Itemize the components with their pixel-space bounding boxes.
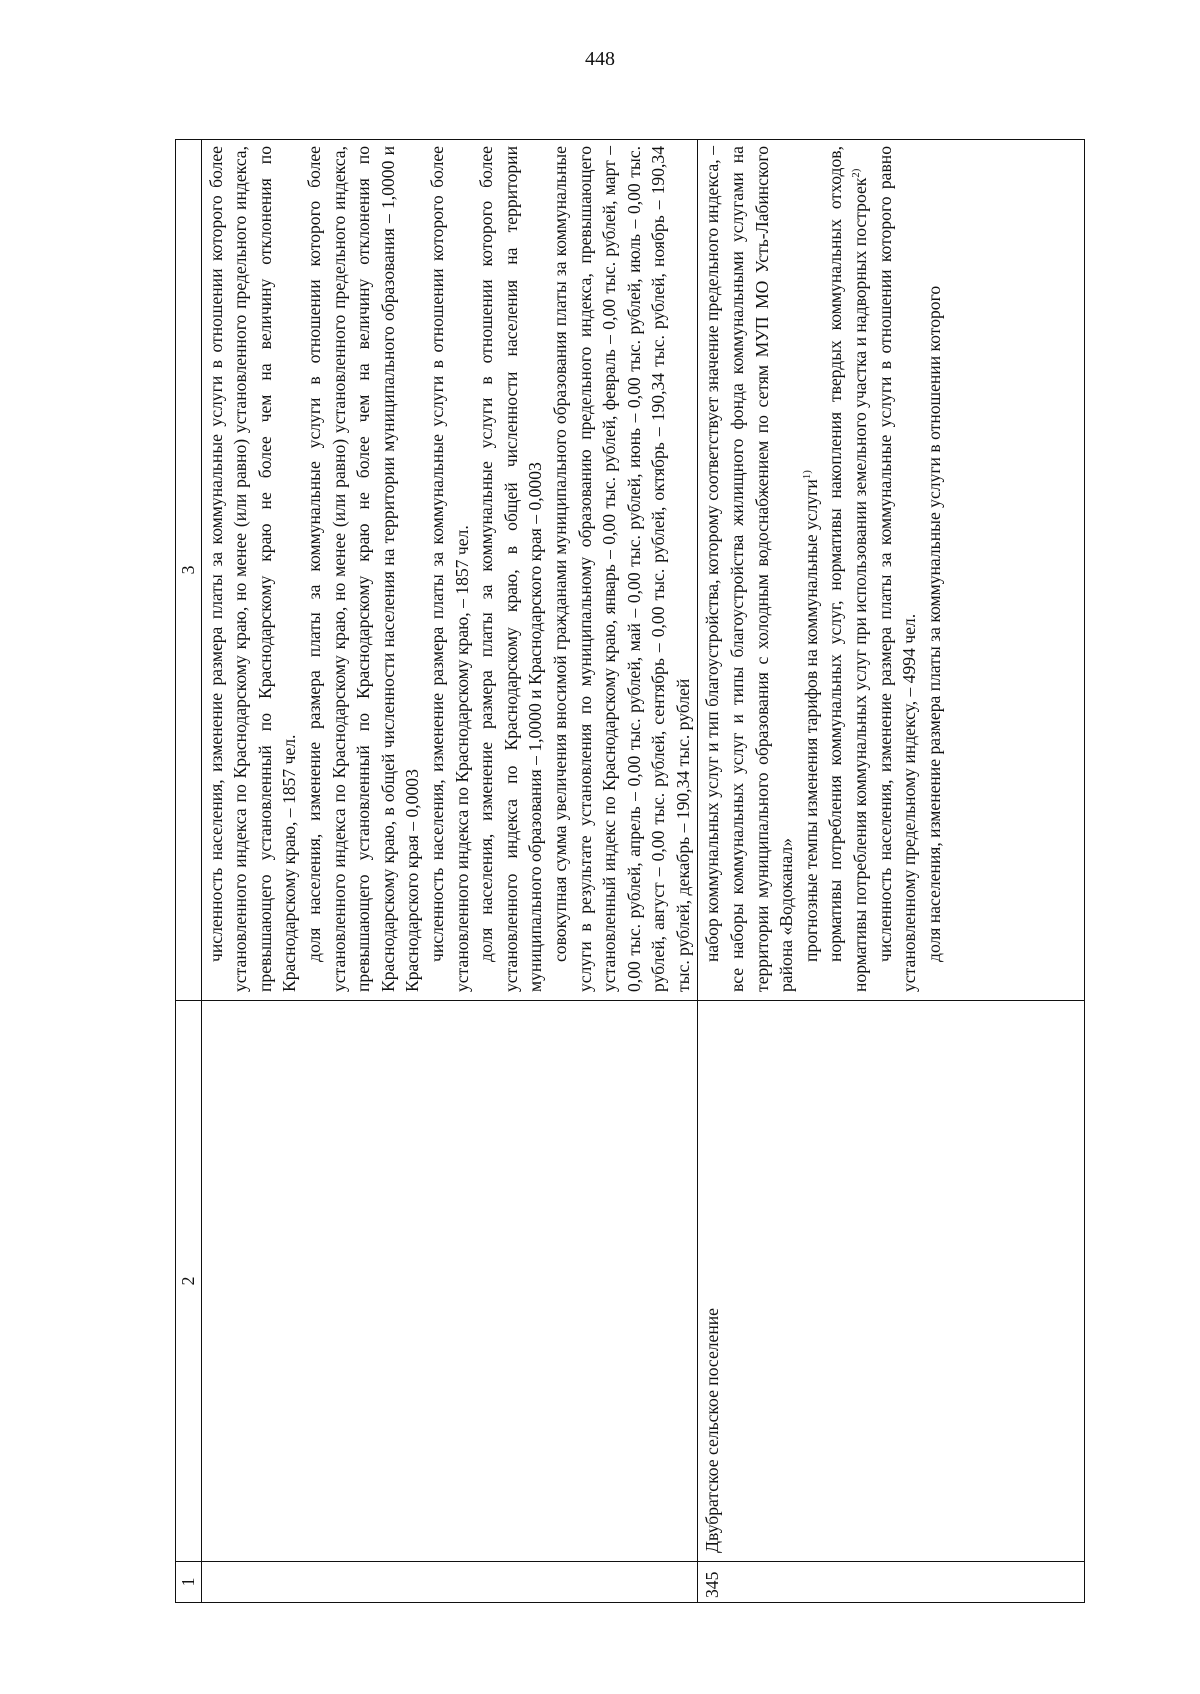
footnote-marker: 2)	[850, 168, 863, 178]
paragraph	[799, 146, 824, 992]
row-name	[201, 1001, 698, 1562]
paragraph: численность населения, изменение размера платы за коммунальные услуги в отношении которого равно установленному предельному индексу, – 4994 чел.	[874, 146, 920, 992]
row-text	[201, 140, 698, 1001]
paragraph-text: прогнозные темпы изменения тарифов на коммунальные услуги	[800, 479, 821, 962]
header-col-1: 1	[176, 1562, 202, 1603]
rotated-table-container	[175, 143, 1085, 1603]
header-col-2: 2	[176, 1001, 202, 1562]
tariff-table	[175, 139, 1085, 1603]
row-text	[698, 140, 1085, 1001]
row-name: Двубратское сельское поселение	[698, 1001, 1085, 1562]
page-number: 448	[585, 48, 615, 70]
paragraph: набор коммунальных услуг и тип благоустройства, которому соответствует значение предельного индекса, – все наборы коммунальных услуг и типы благоустройства жилищного фонда коммунальными услугами на территории муниципального образования с холодным водоснабжением по сетям МУП МО Усть-Лабинского района «Водоканал»	[702, 146, 797, 992]
row-number	[201, 1562, 698, 1603]
paragraph-text: нормативы потребления коммунальных услуг, нормативы накопления твердых коммунальных отходов, нормативы потребления коммунальных услуг при использовании земельного участка и надворных построек	[825, 146, 871, 992]
footnote-marker: 1)	[800, 470, 813, 480]
paragraph: совокупная сумма увеличения вносимой гражданами муниципального образования платы за коммунальные услуги в результате установления по муниципальному образованию предельного индекса, превышающего установленный индекс по Краснодарскому краю, январь – 0,00 тыс. рублей, февраль – 0,00 тыс. рублей, март – 0,00 тыс. рублей, апрель – 0,00 тыс. рублей, май – 0,00 тыс. рублей, июнь – 0,00 тыс. рублей, июль – 0,00 тыс. рублей, август – 0,00 тыс. рублей, сентябрь – 0,00 тыс. рублей, октябрь – 190,34 тыс. рублей, ноябрь – 190,34 тыс. рублей, декабрь – 190,34 тыс. рублей	[549, 146, 693, 992]
table-row	[698, 140, 1085, 1603]
header-col-3: 3	[176, 140, 202, 1001]
paragraph: доля населения, изменение размера платы за коммунальные услуги в отношении которого более установленного индекса по Краснодарскому краю, но менее (или равно) установленного предельного индекса, превышающего установленный по Краснодарскому краю не более чем на величину отклонения по Краснодарскому краю, в общей численности населения на территории муниципального образования – 1,0000 и Краснодарского края – 0,0003	[303, 146, 423, 992]
table-area	[175, 143, 1085, 1603]
paragraph: доля населения, изменение размера платы за коммунальные услуги в отношении которого более установленного индекса по Краснодарскому краю, в общей численности населения на территории муниципального образования – 1,0000 и Краснодарского края – 0,0003	[476, 146, 546, 992]
paragraph: численность населения, изменение размера платы за коммунальные услуги в отношении которого более установленного индекса по Краснодарскому краю, но менее (или равно) установленного предельного индекса, превышающего установленный по Краснодарскому краю не более чем на величину отклонения по Краснодарскому краю, – 1857 чел.	[205, 146, 300, 992]
paragraph: численность населения, изменение размера платы за коммунальные услуги в отношении которого более установленного индекса по Краснодарскому краю, – 1857 чел.	[426, 146, 472, 992]
row-number: 345	[698, 1562, 1085, 1603]
header-row	[176, 140, 202, 1603]
paragraph: доля населения, изменение размера платы за коммунальные услуги в отношении которого	[923, 285, 944, 962]
paragraph	[823, 146, 872, 992]
table-row	[201, 140, 698, 1603]
